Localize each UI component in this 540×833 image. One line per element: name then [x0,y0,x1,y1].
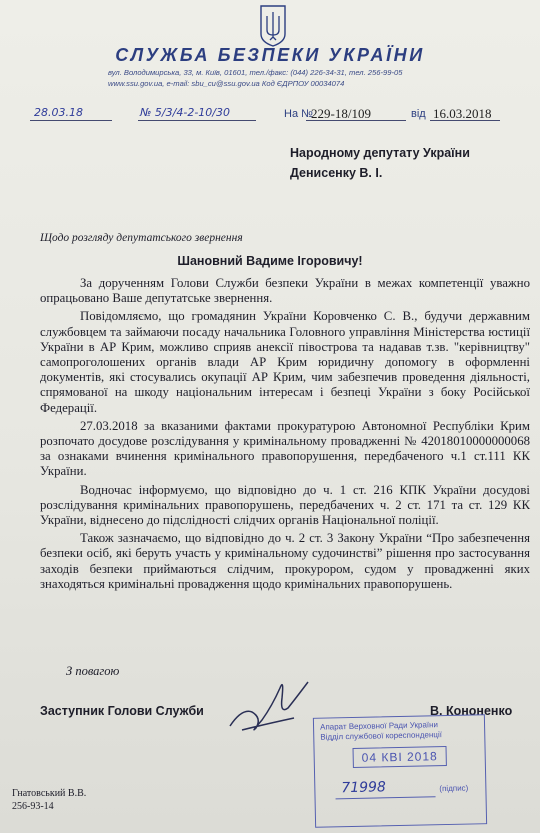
web-email-line: www.ssu.gov.ua, e-mail: sbu_cu@ssu.gov.ua Код ЄДРПОУ 00034074 [108,79,345,88]
recipient-title: Народному депутату України [290,146,470,160]
body-paragraph: Також зазначаємо, що відповідно до ч. 2 ст. 3 Закону України “Про забезпечення безпеки осіб, які беруть участь у кримінальному судочинстві” рішення про застосування заходів безпеки приймаються слідчим, прокурором, судом у провадженні яких знаходяться кримінальні провадження щодо кримінальних правопорушень. [40,531,530,591]
body-paragraph: Повідомляємо, що громадянин України Коровченко С. В., будучи державним службовцем та займаючи посаду начальника Головного управління Міністерства юстиції України в АР Крим, можливо сприяв анексії півострова та надавав т.зв. "керівництву" самопроголошених органів влади АР Крим юридичну допомогу в оформленні документів, які стосувались окупації АР Крим, чим забезпечив проведення діяльності, спрямованої на шкоду національним інтересам і безпеці України з боку Російської Федерації. [40,309,530,415]
organization-title: СЛУЖБА БЕЗПЕКИ УКРАЇНИ [115,45,425,65]
ref-underline [138,120,256,121]
handwritten-date: 28.03.18 [34,106,83,119]
greeting: Шановний Вадиме Ігоровичу! [177,254,363,268]
closing-regards: З повагою [66,664,120,678]
stamp-org-line: Апарат Верховної Ради України [319,720,439,732]
stamp-signature-label: (підпис) [439,783,469,794]
incoming-no-underline [306,120,406,121]
stamp-registration-number: 71998 [341,779,387,797]
signer-position: Заступник Голови Служби [40,704,204,718]
executor-block [12,787,86,813]
registration-stamp [313,714,487,828]
subject-line: Щодо розгляду депутатського звернення [40,232,243,244]
body-paragraph: За дорученням Голови Служби безпеки України в межах компетенції уважно опрацьовано Ваше депутатське звернення. [40,276,530,306]
recipient-block [290,143,470,183]
handwritten-signature-icon [222,668,312,738]
signer-name: В. Кононенко [430,704,513,718]
incoming-no-value: 229-18/109 [311,106,371,121]
body-paragraph: Водночас інформуємо, що відповідно до ч. 1 ст. 216 КПК України досудові розслідування кримінальних правопорушень, передбачених ч. 2 ст. 171 та ст. 129 КК України, віднесено до підслідності слідчих органів Національної поліції. [40,482,530,528]
body-paragraph: 27.03.2018 за вказаними фактами прокуратурою Автономної Республіки Крим розпочато досудове розслідування у кримінальному провадженні № 42018010000000068 за ознаками вчинення кримінального правопорушення, передбаченого ч.1 ст.111 КК України. [40,418,530,479]
from-date-value: 16.03.2018 [433,106,492,121]
executor-name: Гнатовський В.В. [12,788,87,799]
handwritten-ref-number: № 5/3/4-2-10/30 [140,106,230,119]
stamp-date: 04 КВІ 2018 [353,746,447,768]
recipient-name: Денисенку В. І. [290,166,383,180]
from-date-underline [430,120,500,121]
tryzub-emblem-icon [258,4,288,48]
incoming-no-label: На № [284,108,313,120]
stamp-number-line [336,796,436,799]
letter-body [40,276,530,595]
executor-phone: 256-93-14 [12,801,54,812]
from-label: від [411,108,426,120]
address-line: вул. Володимирська, 33, м. Київ, 01601, тел./факс: (044) 226-34-31, тел. 256-99-05 [108,68,403,77]
reference-line [0,104,540,124]
date-underline [30,120,112,121]
stamp-dept-line: Відділ службової кореспонденції [320,730,442,742]
